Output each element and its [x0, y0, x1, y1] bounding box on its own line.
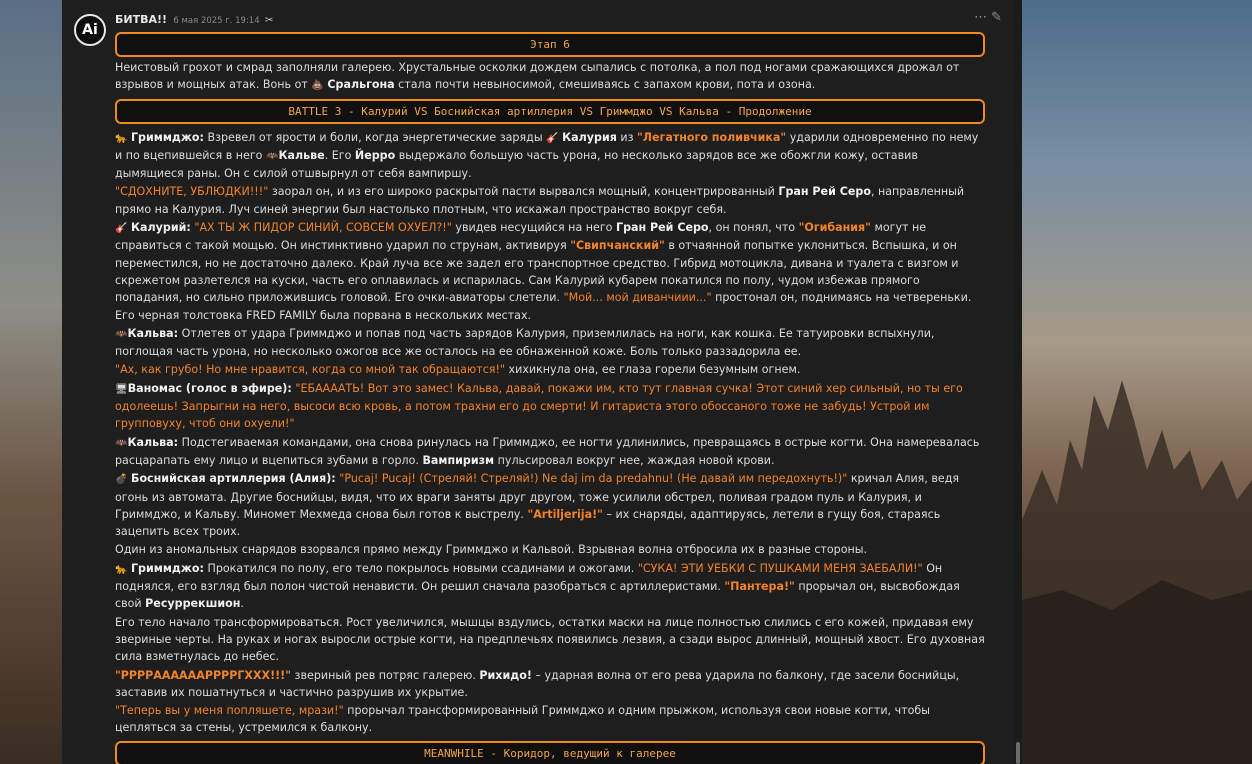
text-span: увидев несущийся на него	[451, 221, 616, 235]
bold-name: Кальве	[278, 148, 325, 162]
bold-name: Йерро	[354, 148, 396, 162]
text-span: Его тело начало трансформироваться. Рост увеличился, мышцы вздулись, остатки маски на лице полностью слились с его кожей, придавая ему звериные черты. На руках и ногах выросли острые когти, на предплечьях появились лезвия, а сзади вырос длинный, мощный хвост. Его духовная сила взметнулась до небес.	[115, 615, 985, 664]
message-panel	[62, 0, 1022, 764]
paragraph-grimmjow-2	[115, 183, 985, 218]
text-span: заорал он, и из его широко раскрытой пасти вырвался мощный, концентрированный	[268, 185, 779, 199]
text-span: Неистовый грохот и смрад заполняли галерею. Хрустальные осколки дождем сыпались с потолка, а пол под ногами сражающихся дрожал от взрывов и мощных атак. Вонь от	[115, 61, 960, 92]
paragraph-grimmjow-1	[115, 129, 985, 183]
message-actions	[974, 10, 1006, 25]
speaker-name: Кальва:	[127, 435, 179, 449]
text-span: кричал Алия, ведя огонь из автомата. Другие боснийцы, видя, что их враги заняты друг другом, тоже усилили обстрел, поливая градом пуль и Калурия, и Гриммджо, и Кальву. Миномет Мехмеда снова был готов к выстрелу.	[115, 472, 960, 521]
avatar-label: Ai	[82, 22, 98, 38]
text-span: .	[240, 597, 244, 611]
speaker-name: Боснийская артиллерия (Алия):	[130, 472, 336, 486]
text-span: – ударная волна от его рева ударила по балкону, где засели боснийцы, заставив их пошатнуться и частично разрушив их укрытие.	[115, 668, 960, 699]
author-name[interactable]: БИТВА!!	[115, 13, 168, 26]
bold-name: Гран Рей Серо	[778, 185, 871, 199]
text-span: Прокатился по полу, его тело покрылось новыми ссадинами и ожогами.	[203, 561, 638, 575]
text-span: прорычал трансформированный Гриммджо и одним прыжком, используя свои новые когти, чтобы цепляться за стены, устремился к балкону.	[115, 704, 930, 735]
bat-icon: 🦇	[115, 328, 128, 340]
text-span: выдержало большую часть урона, но несколько зарядов все же обожгли кожу, оставив дымящиеся раны. Он с силой отшвырнул от себя вампиршу.	[115, 148, 918, 181]
bat-icon: 🦇	[115, 437, 128, 449]
bold-name: Гран Рей Серо	[616, 221, 709, 235]
text-span: Подстегиваемая командами, она снова ринулась на Гриммджо, ее ногти удлинились, превращаясь в острые когти. Она намеревалась расцарапать ему лицо и вцепиться зубами в горло.	[115, 435, 980, 467]
paragraph-transform	[115, 614, 985, 666]
paragraph-kalva-2	[115, 361, 985, 378]
text-span: прорычал он, высвобождая свой	[115, 580, 960, 611]
text-span: Отлетев от удара Гриммджо и попав под часть зарядов Калурия, приземлилась на ноги, как кошка. Ее татуировки вспыхнули, поглощая часть урона, но несколько ожогов все же осталось на ее обнаженной коже. Боль только раззадорила ее.	[115, 326, 935, 359]
bold-name: Рихидо!	[479, 668, 532, 682]
background-left	[0, 0, 62, 764]
text-span: – их снаряды, адаптируясь, летели в гущу боя, стараясь зацепить всех троих.	[115, 507, 941, 539]
quote-text: "Pucaj! Pucaj! (Стреляй! Стреляй!) Ne daj im da predahnu! (Не давай им передохнуть!)"	[339, 472, 848, 486]
more-options-icon[interactable]: ⋯	[974, 10, 992, 25]
paragraph-leap	[115, 702, 985, 737]
avatar[interactable]	[74, 14, 106, 46]
quote-text: "РРРРААААААРРРРГХХХ!!!"	[115, 668, 292, 682]
bat-icon: 🦇	[266, 150, 279, 162]
background-ruins	[1022, 0, 1252, 764]
text-span: хихикнула она, ее глаза горели безумным огнем.	[505, 363, 801, 377]
quote-text: "Огибания"	[798, 221, 871, 235]
panther-icon: 🐆	[115, 563, 128, 575]
text-span: из	[616, 130, 638, 144]
speaker-name: Гриммджо:	[130, 130, 204, 144]
text-span: в отчаянной попытке уклониться. Вспышка, и он переместился, но не достаточно далеко. Край луча все же задел его транспортное средство. Гибрид мотоцикла, дивана и туалета с визгом и скрежетом разлетелся на куски, часть его оплавилась и испарилась. Сам Калурий кубарем покатился по полу, чудом избежав прямого попадания, но сильно приложившись головой. Его очки-авиаторы слетели.	[115, 239, 959, 305]
bomb-icon: 💣	[115, 474, 128, 486]
battle-header-box: BATTLE 3 - Калурий VS Боснийская артиллерия VS Гриммджо VS Кальва - Продолжение	[115, 99, 985, 124]
quote-text: "АХ ТЫ Ж ПИДОР СИНИЙ, СОВСЕМ ОХУЕЛ?!"	[194, 221, 452, 235]
speaker-name: Кальва:	[127, 326, 179, 340]
paragraph-kalva-3	[115, 434, 985, 470]
quote-text: "Легатного поливчика"	[637, 130, 787, 144]
speaker-name: Ваномас (голос в эфире):	[127, 381, 292, 395]
speaker-name: Гриммджо:	[130, 561, 204, 575]
text-span: . Его	[324, 148, 355, 162]
bold-name: Калурия	[562, 130, 617, 144]
panther-icon: 🐆	[115, 132, 128, 144]
stage-header-box: Этап 6	[115, 32, 985, 57]
quote-text: "СДОХНИТЕ, УБЛЮДКИ!!!"	[115, 185, 269, 199]
text-span: Один из аномальных снарядов взорвался прямо между Гриммджо и Кальвой. Взрывная волна отбросила их в разные стороны.	[115, 543, 868, 557]
computer-icon: 🖥	[115, 383, 128, 395]
poop-icon: 💩	[311, 80, 324, 92]
paragraph-bosnian	[115, 470, 985, 540]
quote-text: "Мой... мой диванчиии..."	[563, 291, 712, 305]
quote-text: "ЕБААААТЬ! Вот это замес! Кальва, давай, покажи им, кто тут главная сучка! Этот синий хер сильный, но ты его одолеешь! Запрыгни на него, высоси всю кровь, а потом трахни его до смерти! И гитариста этого обоссаного тоже не забудь! Устрой им групповуху, чтоб они охуели!"	[115, 381, 963, 431]
quote-text: "Пантера!"	[724, 580, 795, 594]
text-span: могут не справиться с такой мощью. Он инстинктивно ударил по струнам, активируя	[115, 221, 927, 253]
message-header	[115, 13, 273, 26]
paragraph-kalva-1	[115, 325, 985, 361]
text-span: пульсировал вокруг нее, жаждая новой крови.	[494, 453, 775, 467]
quote-text: "Ах, как грубо! Но мне нравится, когда со мной так обращаются!"	[115, 363, 506, 377]
text-span: звериный рев потряс галерею.	[291, 668, 480, 682]
speaker-name: Калурий:	[130, 221, 191, 235]
bold-name: Вампиризм	[422, 453, 495, 467]
text-span: Он поднялся, его взгляд был полон чистой ненависти. Он решил сначала разобраться с артиллеристами.	[115, 561, 943, 594]
paragraph-intro	[115, 59, 985, 95]
message-body	[115, 32, 985, 764]
edit-pencil-icon[interactable]: ✎	[991, 10, 1006, 25]
guitar-icon: 🎸	[115, 223, 128, 235]
paragraph-roar	[115, 667, 985, 702]
paragraph-grimmjow-3	[115, 560, 985, 613]
quote-text: "Теперь вы у меня попляшете, мрази!"	[115, 704, 344, 718]
quote-text: "Свипчанский"	[570, 239, 665, 253]
text-span: ударили одновременно по нему и по вцепившейся в него	[115, 130, 979, 162]
meanwhile-header-box: MEANWHILE - Коридор, ведущий к галерее	[115, 741, 985, 764]
paragraph-kalury	[115, 219, 985, 324]
text-span: Взревел от ярости и боли, когда энергетические заряды	[203, 130, 547, 144]
guitar-icon: 🎸	[546, 132, 559, 144]
quote-text: "СУКА! ЭТИ УЕБКИ С ПУШКАМИ МЕНЯ ЗАЕБАЛИ!"	[637, 561, 923, 575]
text-span: , он понял, что	[708, 221, 799, 235]
bold-name: Сральгона	[327, 78, 395, 92]
scrollbar-thumb[interactable]	[1016, 742, 1020, 764]
paragraph-explosion	[115, 541, 985, 558]
message-timestamp: 6 мая 2025 г. 19:14	[173, 16, 260, 26]
scrollbar[interactable]	[1014, 0, 1022, 764]
bold-name: Ресуррекшион	[145, 597, 241, 611]
text-span: стала почти невыносимой, смешиваясь с запахом крови, пота и озона.	[394, 78, 816, 92]
text-span: , направленный прямо на Калурия. Луч синей энергии был настолько плотным, что искажал пространство вокруг себя.	[115, 185, 965, 216]
text-span: простонал он, поднимаясь на четвереньки. Его черная толстовка FRED FAMILY была порвана в нескольких местах.	[115, 291, 972, 322]
pin-icon: ✂	[264, 15, 274, 26]
quote-text: "Artiljerija!"	[527, 507, 603, 521]
paragraph-vanomas	[115, 380, 985, 433]
